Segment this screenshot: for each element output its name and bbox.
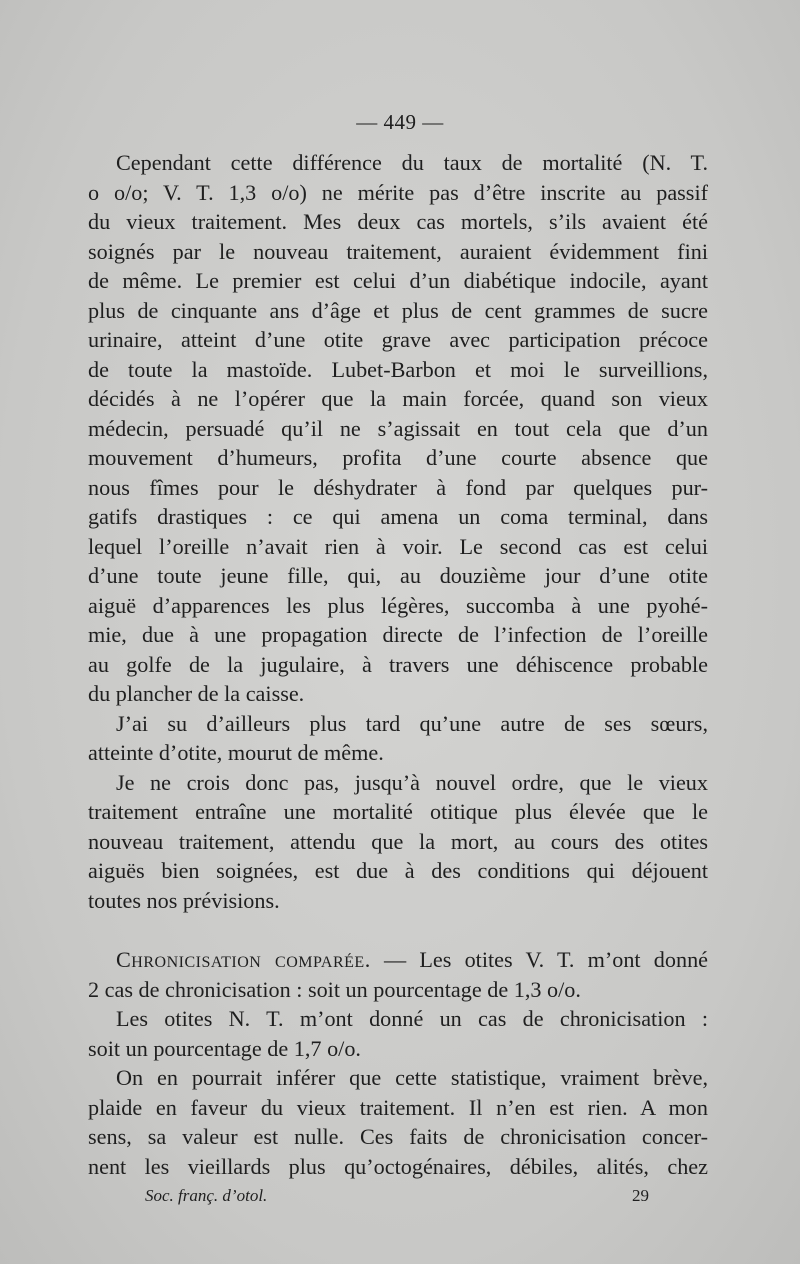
text-line: atteinte d’otite, mourut de même. <box>88 740 384 765</box>
text-line: soignés par le nouveau traitement, auraient évidemment fini <box>88 238 708 264</box>
text-line: aiguës bien soignées, est due à des conditions qui déjouent <box>88 858 708 883</box>
text-line: Je ne crois donc pas, jusqu’à nouvel ordre, que le vieux <box>116 769 708 795</box>
text-line: d’une toute jeune fille, qui, au douzième jour d’une otite <box>88 563 708 588</box>
text-line: traitement entraîne une mortalité otitique plus élevée que le <box>88 799 708 824</box>
page-footer <box>0 1186 800 1210</box>
text-line: du vieux traitement. Mes deux cas mortels, s’ils avaient été <box>88 209 708 234</box>
text-line: nous fîmes pour le déshydrater à fond par quelques pur- <box>88 474 708 500</box>
text-line: du plancher de la caisse. <box>88 681 305 706</box>
text-line: Les otites N. T. m’ont donné un cas de chronicisation : <box>116 1006 708 1031</box>
section-heading: Chronicisation comparée. <box>116 947 371 972</box>
text-line <box>88 945 708 975</box>
section-gap <box>88 915 708 945</box>
text-line: mie, due à une propagation directe de l’infection de l’oreille <box>88 622 708 647</box>
text-line: sens, sa valeur est nulle. Ces faits de chronicisation concer- <box>88 1124 708 1149</box>
journal-name: Soc. franç. d’otol. <box>145 1186 268 1205</box>
text-line: décidés à ne l’opérer que la main forcée, quand son vieux <box>88 386 708 411</box>
text-line: urinaire, atteint d’une otite grave avec participation précoce <box>88 327 708 352</box>
text-line: Cependant cette différence du taux de mortalité (N. T. <box>116 150 708 175</box>
text-line: mouvement d’humeurs, profita d’une courte absence que <box>88 445 708 470</box>
line-text: — Les otites V. T. m’ont donné <box>370 947 709 972</box>
text-line: On en pourrait inférer que cette statistique, vraiment brève, <box>116 1065 708 1090</box>
text-line: toutes nos prévisions. <box>88 887 280 913</box>
text-line: de toute la mastoïde. Lubet-Barbon et moi le surveillions, <box>88 356 708 382</box>
text-line: au golfe de la jugulaire, à travers une déhiscence probable <box>88 651 708 677</box>
signature-mark: 29 <box>632 1186 649 1205</box>
text-line: lequel l’oreille n’avait rien à voir. Le second cas est celui <box>88 533 708 559</box>
text-line: plaide en faveur du vieux traitement. Il n’en est rien. A mon <box>88 1094 708 1120</box>
text-line: o o/o; V. T. 1,3 o/o) ne mérite pas d’être inscrite au passif <box>88 179 708 205</box>
text-line: plus de cinquante ans d’âge et plus de cent grammes de sucre <box>88 297 708 323</box>
text-line: aiguë d’apparences les plus légères, succomba à une pyohé- <box>88 592 708 618</box>
text-line: nouveau traitement, attendu que la mort, au cours des otites <box>88 828 708 854</box>
text-line: gatifs drastiques : ce qui amena un coma terminal, dans <box>88 504 708 529</box>
text-line: de même. Le premier est celui d’un diabétique indocile, ayant <box>88 268 708 293</box>
text-line: 2 cas de chronicisation : soit un pourcentage de 1,3 o/o. <box>88 976 581 1002</box>
page-number: — 449 — <box>356 110 444 134</box>
text-line: médecin, persuadé qu’il ne s’agissait en tout cela que d’un <box>88 415 708 441</box>
text-line: J’ai su d’ailleurs plus tard qu’une autre de ses sœurs, <box>116 710 708 736</box>
text-line: soit un pourcentage de 1,7 o/o. <box>88 1035 361 1061</box>
body-text <box>88 148 708 1181</box>
text-line: nent les vieillards plus qu’octogénaires, débiles, alités, chez <box>88 1153 708 1179</box>
